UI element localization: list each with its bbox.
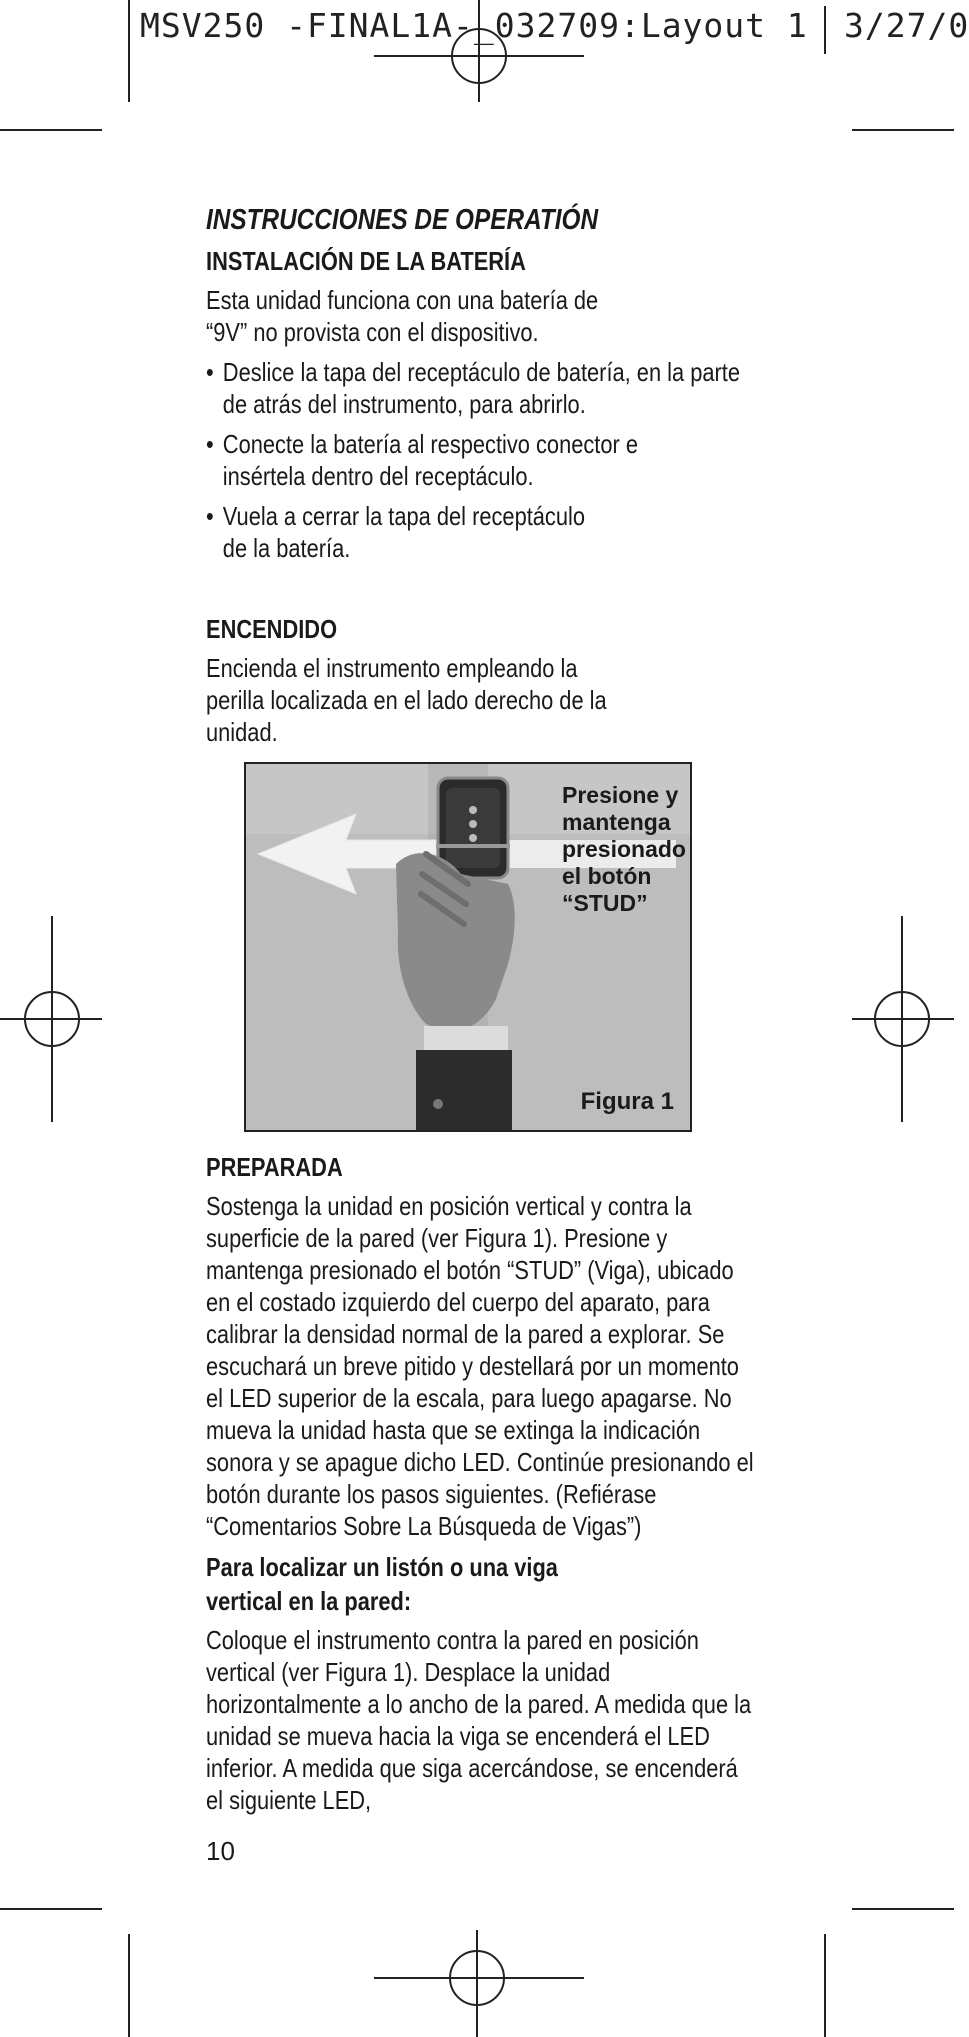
power-text: Encienda el instrumento empleando la perilla localizada en el lado derecho de la unidad. [206,653,607,747]
registration-mark-right [852,916,954,1122]
figure-1 [244,762,692,1132]
battery-step: • Vuela a cerrar la tapa del receptáculo de la batería. [206,500,592,564]
locate-heading: Para localizar un listón o una viga vertical en la pared: [206,1552,558,1616]
power-heading: ENCENDIDO [206,614,338,644]
figure-callout: Presione y mantenga presionado el botón “STUD” [562,782,686,916]
battery-step: • Conecte la batería al respectivo conector e insértela dentro del receptáculo. [206,428,643,492]
battery-heading: INSTALACIÓN DE LA BATERÍA [206,246,526,276]
battery-intro: Esta unidad funciona con una batería de “9V” no provista con el dispositivo. [206,285,599,347]
ready-text: Sostenga la unidad en posición vertical y contra la superficie de la pared (ver Figura 1). Presione y mantenga presionado el botón “STUD” (Viga), ubicado en el costado izquierdo del cuerpo del aparato, para calibrar la densidad normal de la pared a explorar. Se escuchará un breve pitido y destellará por un momento el LED superior de la escala, para luego apagarse. No mueva la unidad hasta que se extinga la indicación sonora y se apague dicho LED. Continúe presionando el botón durante los pasos siguientes. (Refiérase “Comentarios Sobre La Búsqueda de Vigas”) [206,1191,754,1541]
ready-section [206,1150,760,1816]
power-section [206,612,760,748]
slug-separator [824,6,826,54]
battery-steps [206,356,760,564]
locate-text: Coloque el instrumento contra la pared en posición vertical (ver Figura 1). Desplace la unidad horizontalmente a lo ancho de la pared. A medida que la unidad se mueva hacia la viga se encenderá el LED inferior. A medida que siga acercándose, se encenderá el siguiente LED, [206,1625,752,1815]
battery-section [206,244,760,564]
battery-step: • Deslice la tapa del receptáculo de batería, en la parte de atrás del instrumento, para abrirlo. [206,356,760,420]
ready-heading: PREPARADA [206,1152,343,1182]
crop-mark-top-left-h [0,129,102,131]
slug-date-text: 3/27/0 [844,6,969,45]
registration-mark-top [374,0,584,102]
crop-mark-bottom-left-v [128,1934,130,2037]
crop-mark-top-right-h [852,129,954,131]
crop-mark-bottom-right-v [824,1934,826,2037]
registration-mark-left [0,916,102,1122]
figure-caption: Figura 1 [580,1088,674,1115]
crop-mark-bottom-left-h [0,1908,102,1910]
page-number: 10 [206,1836,235,1866]
crop-mark-bottom-right-h [852,1908,954,1910]
section-title: INSTRUCCIONES DE OPERATIÓN [206,204,599,236]
crop-mark-left-top [128,0,130,102]
page-content [206,200,766,1824]
registration-mark-bottom [374,1930,584,2037]
slug-left-text: MSV250 -FINAL1A-_032709:Layout 1 [140,6,808,45]
